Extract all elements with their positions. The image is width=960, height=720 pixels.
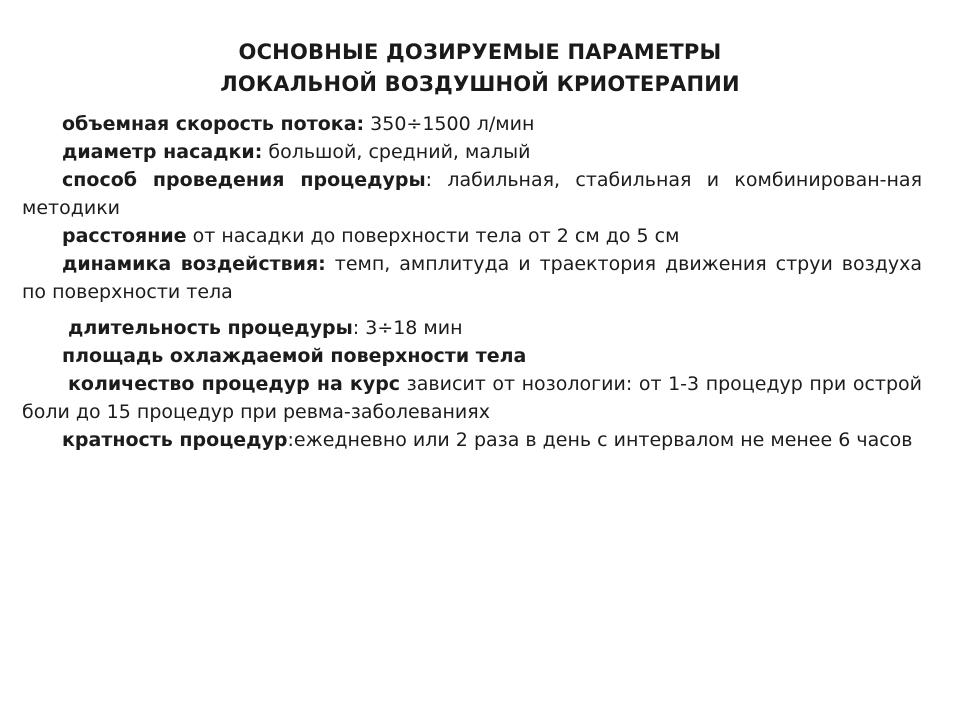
param-term: способ проведения процедуры: [62, 169, 426, 191]
param-text: :ежедневно или 2 раза в день с интервалом не менее 6 часов: [287, 429, 913, 451]
param-term: диаметр насадки:: [62, 141, 263, 163]
slide-title: [0, 36, 960, 100]
param-text: зависит от нозологии: от 1-3 процедур при острой боли до 15 процедур при ревма-заболеваниях: [22, 373, 923, 423]
parameter-list: [22, 110, 922, 454]
param-text: большой, средний, малый: [262, 141, 531, 163]
param-term: объемная скорость потока:: [62, 113, 365, 135]
param-term: динамика воздействия:: [62, 253, 326, 275]
param-term: длительность процедуры: [68, 317, 353, 339]
param-duration: [22, 314, 922, 342]
title-line-1: ОСНОВНЫЕ ДОЗИРУЕМЫЕ ПАРАМЕТРЫ: [238, 40, 722, 64]
param-distance: [22, 222, 922, 250]
param-term: расстояние: [62, 225, 187, 247]
param-dynamics: [22, 250, 922, 306]
param-procedure-method: [22, 166, 922, 222]
title-line-2: ЛОКАЛЬНОЙ ВОЗДУШНОЙ КРИОТЕРАПИИ: [220, 72, 740, 96]
param-term: площадь охлаждаемой поверхности тела: [62, 345, 527, 367]
param-term: количество процедур на курс: [68, 373, 401, 395]
param-flow-rate: [22, 110, 922, 138]
param-text: от насадки до поверхности тела от 2 см до 5 см: [186, 225, 680, 247]
param-text: 350÷1500 л/мин: [364, 113, 535, 135]
param-text: : лабильная, стабильная и комбинирован-ная методики: [22, 169, 922, 219]
param-nozzle-diameter: [22, 138, 922, 166]
param-frequency: [22, 426, 922, 454]
param-text: : 3÷18 мин: [352, 317, 463, 339]
param-course-count: [22, 370, 922, 426]
param-term: кратность процедур: [62, 429, 288, 451]
param-text: темп, амплитуда и траектория движения струи воздуха по поверхности тела: [22, 253, 922, 303]
param-cooled-area: [22, 342, 922, 370]
